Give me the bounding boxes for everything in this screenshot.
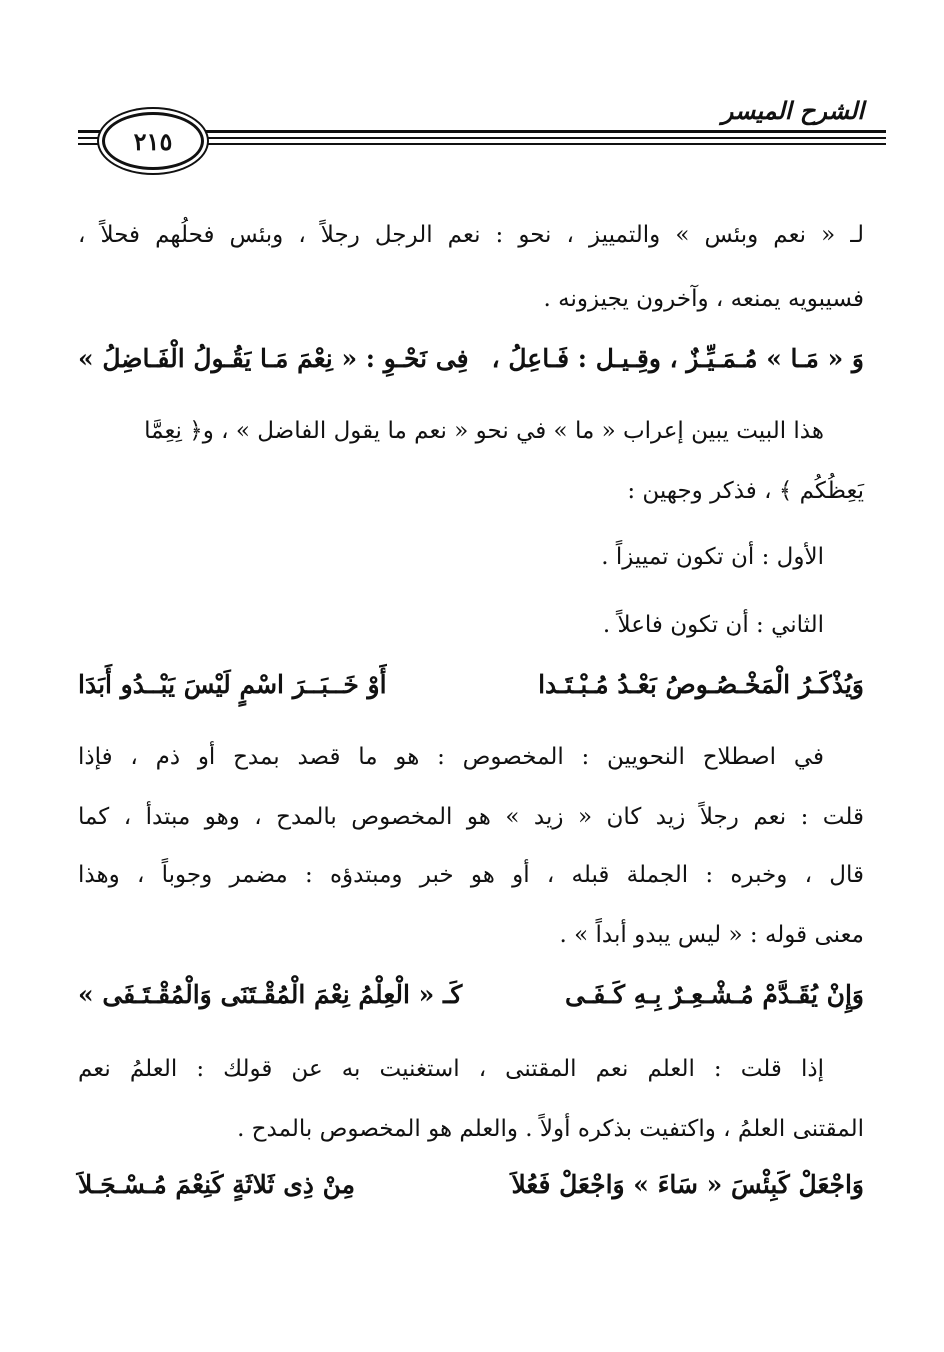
- verse-hemistich-second: مِنْ ذِى ثَلاثَةٍ كَنِعْمَ مُـسْـجَـلاَ: [78, 1170, 356, 1199]
- verse-hemistich-second: كَـ « الْعِلْمُ نِعْمَ الْمُقْـتَنَى وَالْمُقْـتَـفَى »: [78, 980, 463, 1009]
- paragraph-line: فسيبويه يمنعه ، وآخرون يجيزونه .: [543, 286, 864, 312]
- verse-line: [78, 666, 864, 704]
- page-number-badge: ٢١٥: [102, 112, 204, 170]
- paragraph-line: المقتنى العلمُ ، واكتفيت بذكره أولاً . والعلم هو المخصوص بالمدح .: [237, 1116, 864, 1142]
- verse-line: [78, 976, 864, 1014]
- verse-hemistich-first: وَيُذْكَـرُ الْمَخْـصُـوصُ بَعْـدُ مُـبْـتَـدا: [538, 670, 864, 699]
- verse-hemistich-first: وَ « مَـا » مُـمَـيِّـزٌ ، وقِـيـل : فَـاعِلُ ،: [491, 344, 864, 373]
- verse-hemistich-second: أَوْ خَــبَــرَ اسْمٍ لَيْسَ يَبْــدُو أَبَدَا: [78, 670, 387, 699]
- paragraph-line: قلت : نعم رجلاً زيد كان « زيد » هو المخصوص بالمدح ، وهو مبتدأ ، كما: [78, 804, 864, 830]
- paragraph-line: هذا البيت يبين إعراب « ما » في نحو « نعم ما يقول الفاضل » ، و﴿ نِعِمَّا: [144, 418, 824, 444]
- paragraph-line: معنى قوله : « ليس يبدو أبداً » .: [559, 922, 864, 948]
- paragraph-line: إذا قلت : العلم نعم المقتنى ، استغنيت به عن قولك : العلمُ نعم: [78, 1056, 824, 1082]
- verse-hemistich-second: فِى نَحْـوِ : « نِعْمَ مَـا يَقُـولُ الْفَـاضِلُ »: [78, 344, 469, 373]
- paragraph-line: في اصطلاح النحويين : المخصوص : هو ما قصد بمدح أو ذم ، فإذا: [78, 744, 824, 770]
- verse-line: [78, 1166, 864, 1204]
- running-header-title: الشرح الميسر: [721, 96, 864, 125]
- verse-line: [78, 340, 864, 378]
- paragraph-line: لـ « نعم وبئس » والتمييز ، نحو : نعم الرجل رجلاً ، وبئس فحلُهم فحلاً ،: [78, 222, 864, 248]
- verse-hemistich-first: وَاجْعَلْ كَبِئْسَ « سَاءَ » وَاجْعَلْ فَعُلاَ: [511, 1170, 864, 1199]
- paragraph-line: الثاني : أن تكون فاعلاً .: [602, 612, 824, 638]
- paragraph-line: قال ، وخبره : الجملة قبله ، أو هو خبر ومبتدؤه : مضمر وجوباً ، وهذا: [78, 862, 864, 888]
- paragraph-line: الأول : أن تكون تمييزاً .: [601, 544, 824, 570]
- paragraph-line: يَعِظُكُم ﴾ ، فذكر وجهين :: [627, 478, 864, 504]
- verse-hemistich-first: وَإِنْ يُقَـدَّمْ مُـشْـعِـرٌ بِـهِ كَـفَـى: [565, 980, 864, 1009]
